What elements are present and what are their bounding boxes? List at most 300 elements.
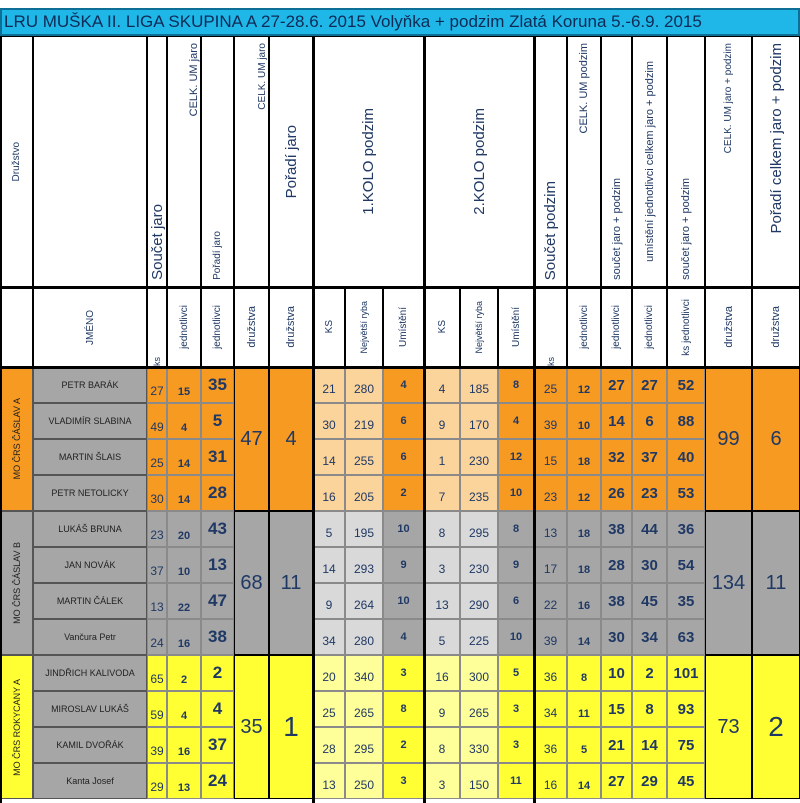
k1-ryba-text: 255: [353, 454, 375, 468]
k1-ks-text: 9: [325, 598, 333, 612]
k2-ryba-text: 170: [468, 418, 490, 432]
subheader-nejvetsi_ryba-11-text: Největší ryba: [474, 300, 484, 354]
k1-um: [383, 655, 424, 691]
sp-ks-text: 16: [543, 778, 558, 792]
member-ks-text: 65: [150, 672, 164, 686]
subheader-umisteni-12-text: Umístění: [510, 306, 522, 347]
member-um-text: 4: [180, 422, 188, 434]
sp-ks: [534, 511, 567, 547]
header-celk_um_jaro_1-text: CELK. UM jaro: [188, 43, 200, 117]
team-um-jaro-text: 47: [240, 427, 263, 450]
member-ks: [147, 727, 167, 763]
sp-um-text: 14: [577, 636, 591, 648]
team-poradi-jaro-text: 11: [280, 571, 302, 594]
member-ks-text: 49: [150, 420, 164, 434]
member-um: [167, 547, 201, 583]
k1-ryba: [345, 655, 383, 691]
header-celk_um_jaro_2-text: CELK. UM jaro: [257, 43, 268, 110]
team-um-jaro-text: 68: [240, 571, 263, 594]
sp-ks-text: 34: [543, 706, 558, 720]
member-poradi-text: 31: [208, 447, 227, 466]
member-ks-text: 59: [150, 708, 164, 722]
sp-um: [567, 655, 601, 691]
k2-ryba-text: 185: [468, 382, 490, 396]
ksj: [667, 475, 705, 511]
subheader-druzstva-18-text: družstva: [722, 306, 735, 348]
k1-um: [383, 367, 424, 403]
k1-um-text: 4: [400, 631, 407, 643]
ujp-text: 34: [641, 628, 658, 646]
k1-um: [383, 547, 424, 583]
member-name-text: MARTIN ŠLAIS: [58, 452, 122, 462]
rule-col-1: [423, 36, 426, 803]
member-um-text: 16: [177, 746, 191, 758]
subheader-nejvetsi_ryba-8: [345, 287, 383, 367]
sjp-text: 28: [608, 556, 625, 574]
sp-ks: [534, 727, 567, 763]
sjp-text: 27: [608, 376, 625, 394]
k1-ks-text: 14: [322, 454, 336, 468]
team-name: [0, 655, 33, 799]
sjp-text: 10: [608, 664, 625, 682]
member-ks: [147, 619, 167, 655]
member-poradi-text: 28: [208, 483, 227, 502]
ujp: [632, 367, 667, 403]
k2-ks-text: 5: [438, 634, 446, 648]
member-poradi-text: 43: [208, 519, 227, 538]
member-name: [33, 583, 147, 619]
member-name-text: MARTIN ČÁLEK: [56, 596, 124, 606]
k2-ks: [424, 691, 460, 727]
sp-um: [567, 475, 601, 511]
k2-ryba-text: 235: [468, 490, 490, 504]
member-um: [167, 727, 201, 763]
member-ks: [147, 475, 167, 511]
k1-ryba: [345, 547, 383, 583]
subheader-jednotlivci-14-text: jednotlivci: [578, 305, 590, 349]
k2-um: [498, 619, 534, 655]
k2-ryba-text: 330: [468, 742, 490, 756]
member-ks-text: 39: [150, 744, 164, 758]
subheader-jednotlivci-3-text: jednotlivci: [178, 305, 190, 349]
sp-um-text: 14: [577, 780, 591, 792]
k2-um: [498, 727, 534, 763]
subheader-jednotlivci_bold-4-text: jednotlivci: [212, 305, 223, 349]
sp-ks-text: 25: [543, 382, 558, 396]
team-poradi-celkem: [752, 655, 800, 799]
k2-ks: [424, 727, 460, 763]
ksj: [667, 619, 705, 655]
member-ks-text: 27: [150, 384, 164, 398]
subheader-umisteni-12: [498, 287, 534, 367]
ksj-text: 52: [677, 376, 695, 394]
k2-ryba-text: 295: [468, 526, 490, 540]
team-um-jaro: [234, 655, 269, 799]
subheader-jednotlivci_bold-4: [201, 287, 234, 367]
k1-ryba: [345, 763, 383, 799]
sjp: [601, 547, 632, 583]
k1-um-text: 2: [400, 487, 407, 499]
ujp: [632, 763, 667, 799]
subheader-jmeno-1: [33, 287, 147, 367]
k2-ks: [424, 511, 460, 547]
k2-ryba: [460, 511, 498, 547]
member-poradi-text: 4: [212, 699, 223, 718]
k2-um: [498, 403, 534, 439]
k2-ryba: [460, 403, 498, 439]
member-um-text: 14: [177, 458, 191, 470]
subheader-ks-2: [147, 287, 167, 367]
ksj-text: 53: [677, 484, 695, 502]
k2-ks: [424, 619, 460, 655]
header-poradi_celkem: [752, 36, 800, 287]
k1-um-text: 3: [400, 667, 407, 679]
member-poradi: [201, 655, 234, 691]
header-celk_um_podzim: [567, 36, 601, 287]
k1-ryba-text: 340: [353, 670, 375, 684]
k1-ks-text: 16: [322, 490, 336, 504]
subheader-jednotlivci-16: [632, 287, 667, 367]
sp-um-text: 12: [577, 492, 591, 504]
header-poradi_celkem-text: Pořadí celkem jaro + podzim: [767, 43, 785, 234]
member-poradi: [201, 367, 234, 403]
sp-ks: [534, 691, 567, 727]
k2-um: [498, 547, 534, 583]
k2-ks: [424, 547, 460, 583]
header-celk_um_jaro_podzim: [705, 36, 752, 287]
member-name-text: MIROSLAV LUKÁŠ: [51, 704, 129, 714]
member-poradi: [201, 727, 234, 763]
header-soucet_jaro-text: Součet jaro: [148, 204, 166, 280]
k1-ryba-text: 280: [353, 634, 375, 648]
member-um-text: 16: [177, 638, 191, 650]
header-soucet_jaro_podzim_2: [667, 36, 705, 287]
team-poradi-celkem-text: 11: [765, 571, 787, 594]
member-um-text: 10: [177, 566, 191, 578]
k2-ryba-text: 230: [468, 454, 490, 468]
sjp-text: 32: [608, 448, 625, 466]
member-ks: [147, 655, 167, 691]
sp-um: [567, 403, 601, 439]
k2-um: [498, 691, 534, 727]
k2-um-text: 11: [510, 775, 522, 787]
k2-ks-text: 4: [438, 382, 446, 396]
k2-ryba: [460, 691, 498, 727]
k1-ryba-text: 250: [353, 778, 375, 792]
k2-um-text: 9: [512, 559, 520, 571]
member-ks: [147, 439, 167, 475]
k1-um: [383, 475, 424, 511]
rule-sub-bottom: [0, 366, 800, 369]
k1-ryba: [345, 583, 383, 619]
sp-um: [567, 547, 601, 583]
ujp-text: 30: [641, 556, 658, 574]
k1-ks-text: 28: [322, 742, 336, 756]
ujp-text: 44: [641, 520, 658, 538]
subheader-druzstva_2-19-text: družstva: [770, 306, 782, 348]
subheader-druzstva-18: [705, 287, 752, 367]
header-kolo1-text: 1.KOLO podzim: [360, 108, 377, 215]
k1-ks-text: 14: [322, 562, 336, 576]
subheader-ks_jednotlivci-17: [667, 287, 705, 367]
member-um-text: 14: [177, 494, 191, 506]
member-ks: [147, 547, 167, 583]
ksj-text: 36: [677, 520, 695, 538]
team-poradi-celkem: [752, 511, 800, 655]
k2-ryba: [460, 547, 498, 583]
sp-ks-text: 15: [543, 454, 558, 468]
k1-ryba: [345, 511, 383, 547]
subheader-KS-10: [424, 287, 460, 367]
ujp: [632, 439, 667, 475]
member-name: [33, 619, 147, 655]
sjp-text: 38: [608, 520, 625, 538]
ksj-text: 54: [677, 556, 695, 574]
k1-ryba: [345, 475, 383, 511]
k2-ks: [424, 583, 460, 619]
k1-ks-text: 21: [322, 382, 336, 396]
sp-ks: [534, 763, 567, 799]
sp-um-text: 18: [577, 456, 591, 468]
member-ks: [147, 367, 167, 403]
subheader-ks-13: [534, 287, 567, 367]
member-poradi-text: 13: [208, 555, 227, 574]
member-um: [167, 511, 201, 547]
k2-um-text: 3: [512, 703, 520, 715]
sp-um: [567, 763, 601, 799]
sp-um: [567, 511, 601, 547]
ujp: [632, 619, 667, 655]
k1-ks: [313, 475, 345, 511]
member-name: [33, 763, 147, 799]
sp-ks: [534, 619, 567, 655]
sjp: [601, 475, 632, 511]
team-name-text: MO ČRS ČÁSLAV B: [11, 542, 22, 624]
k2-ryba-text: 290: [468, 598, 490, 612]
team-poradi-celkem-text: 6: [770, 427, 782, 450]
subheader-ks_jednotlivci-17-text: ks jednotlivci: [680, 298, 692, 356]
ujp-text: 23: [641, 484, 658, 502]
member-poradi-text: 24: [208, 771, 227, 790]
ksj: [667, 763, 705, 799]
member-poradi-text: 5: [212, 411, 223, 430]
sp-um: [567, 439, 601, 475]
member-name: [33, 403, 147, 439]
k2-um-text: 8: [512, 379, 520, 391]
team-um-jaro-text: 35: [240, 715, 263, 738]
member-ks-text: 13: [150, 600, 164, 614]
sp-ks: [534, 475, 567, 511]
ujp-text: 45: [641, 592, 658, 610]
ujp: [632, 727, 667, 763]
k1-um-text: 10: [397, 595, 410, 607]
team-name-text: MO ČRS ČÁSLAV A: [11, 398, 22, 480]
member-poradi: [201, 583, 234, 619]
k1-ryba-text: 295: [353, 742, 375, 756]
k1-ryba: [345, 367, 383, 403]
ujp-text: 8: [645, 700, 654, 718]
member-um: [167, 691, 201, 727]
member-name: [33, 655, 147, 691]
sjp: [601, 691, 632, 727]
team-um-jaro: [234, 367, 269, 511]
member-um-text: 13: [177, 782, 191, 794]
ujp-text: 29: [641, 772, 658, 790]
ksj: [667, 727, 705, 763]
subheader-jednotlivci-15-text: jednotlivci: [611, 305, 622, 349]
sjp-text: 15: [608, 700, 625, 718]
subheader-nejvetsi_ryba-8-text: Největší ryba: [359, 300, 369, 354]
k2-ryba: [460, 655, 498, 691]
member-name: [33, 367, 147, 403]
sp-um-text: 18: [577, 528, 591, 540]
header-soucet_jaro_podzim-text: součet jaro + podzim: [610, 178, 623, 280]
sjp-text: 30: [608, 628, 625, 646]
k1-um: [383, 619, 424, 655]
member-poradi: [201, 547, 234, 583]
member-name: [33, 511, 147, 547]
k2-um-text: 8: [512, 523, 520, 535]
k1-um: [383, 511, 424, 547]
sp-um: [567, 367, 601, 403]
member-name-text: Kanta Josef: [66, 776, 114, 786]
k2-um: [498, 367, 534, 403]
team-poradi-jaro-text: 1: [283, 711, 299, 742]
sp-ks: [534, 367, 567, 403]
k1-um-text: 6: [400, 415, 407, 427]
k2-um-text: 12: [509, 451, 523, 463]
k2-um: [498, 763, 534, 799]
header-umisteni_celkem: [632, 36, 667, 287]
subheader-druzstva_2-6-text: družstva: [285, 306, 297, 348]
sjp: [601, 619, 632, 655]
member-um-text: 22: [177, 602, 191, 614]
ujp: [632, 547, 667, 583]
ujp-text: 27: [641, 376, 658, 394]
member-poradi: [201, 439, 234, 475]
subheader-KS-10-text: KS: [436, 320, 448, 334]
sjp-text: 27: [608, 772, 625, 790]
k2-ks-text: 3: [438, 778, 446, 792]
subheader-druzstva-5: [234, 287, 269, 367]
k2-ks: [424, 367, 460, 403]
team-um-jaro: [234, 511, 269, 655]
ksj-text: 75: [677, 736, 695, 754]
team-celk-um: [705, 511, 752, 655]
sp-ks-text: 39: [543, 418, 558, 432]
member-ks-text: 23: [150, 528, 164, 542]
k1-ks-text: 13: [322, 778, 336, 792]
member-um-text: 20: [177, 530, 191, 542]
member-name-text: KAMIL DVOŘÁK: [56, 740, 124, 750]
rule-col-2: [533, 36, 536, 803]
sjp-text: 38: [608, 592, 625, 610]
k1-ryba-text: 280: [353, 382, 375, 396]
k2-ks-text: 3: [438, 562, 446, 576]
member-name: [33, 547, 147, 583]
member-poradi: [201, 511, 234, 547]
header-blank: [33, 36, 147, 287]
subheader-umisteni-9-text: Umístění: [398, 306, 409, 347]
ujp-text: 6: [645, 412, 654, 430]
subheader-KS-7: [313, 287, 345, 367]
member-name-text: VLADIMÍR SLABINA: [48, 416, 132, 426]
k1-um-text: 3: [400, 775, 407, 787]
k2-ryba-text: 265: [468, 706, 490, 720]
ujp: [632, 583, 667, 619]
member-um-text: 15: [177, 386, 191, 398]
member-poradi: [201, 403, 234, 439]
sjp: [601, 763, 632, 799]
sp-um-text: 5: [580, 744, 588, 756]
k1-um-text: 10: [397, 523, 410, 535]
header-soucet_jaro_podzim: [601, 36, 632, 287]
k1-ryba: [345, 439, 383, 475]
header-druzstvo: [0, 36, 33, 287]
member-name: [33, 475, 147, 511]
member-um: [167, 475, 201, 511]
subheader-KS-7-text: KS: [323, 320, 335, 334]
sjp-text: 26: [608, 484, 625, 502]
k1-ks-text: 20: [322, 670, 336, 684]
sp-um-text: 8: [580, 672, 588, 684]
k2-um-text: 10: [509, 487, 523, 499]
sp-ks-text: 23: [543, 490, 558, 504]
member-um: [167, 619, 201, 655]
sjp: [601, 439, 632, 475]
ujp-text: 2: [645, 664, 654, 682]
k2-ryba-text: 300: [468, 670, 490, 684]
rule-left: [0, 36, 2, 803]
k1-ks: [313, 655, 345, 691]
k2-um: [498, 475, 534, 511]
header-kolo1: [313, 36, 424, 287]
ksj-text: 88: [677, 412, 695, 430]
header-soucet_podzim: [534, 36, 567, 287]
k1-um: [383, 403, 424, 439]
member-ks-text: 25: [150, 456, 164, 470]
ksj-text: 35: [677, 592, 695, 610]
k1-um: [383, 583, 424, 619]
header-poradi_jaro_1-text: Pořadí jaro: [212, 231, 223, 280]
team-poradi-jaro-text: 4: [285, 427, 297, 450]
sjp-text: 21: [608, 736, 625, 754]
subheader-druzstva_2-6: [269, 287, 313, 367]
k1-ks: [313, 727, 345, 763]
k1-ryba: [345, 691, 383, 727]
member-name: [33, 691, 147, 727]
team-celk-um: [705, 367, 752, 511]
team-celk-um-text: 134: [711, 571, 746, 594]
k1-ryba-text: 219: [353, 418, 375, 432]
member-poradi: [201, 763, 234, 799]
k1-ks-text: 34: [322, 634, 336, 648]
ksj: [667, 655, 705, 691]
header-poradi_jaro_2-text: Pořadí jaro: [282, 124, 300, 199]
subheader-jmeno-1-text: JMÉNO: [84, 309, 96, 345]
sjp: [601, 403, 632, 439]
sp-ks-text: 22: [543, 598, 558, 612]
sp-um-text: 10: [577, 420, 591, 432]
k2-um-text: 5: [512, 667, 520, 679]
member-name-text: JAN NOVÁK: [64, 560, 116, 570]
k2-um: [498, 511, 534, 547]
k1-ryba: [345, 619, 383, 655]
k1-um-text: 2: [400, 739, 407, 751]
member-ks-text: 24: [150, 636, 164, 650]
k1-ks: [313, 403, 345, 439]
member-name-text: PETR BARÁK: [61, 380, 119, 390]
